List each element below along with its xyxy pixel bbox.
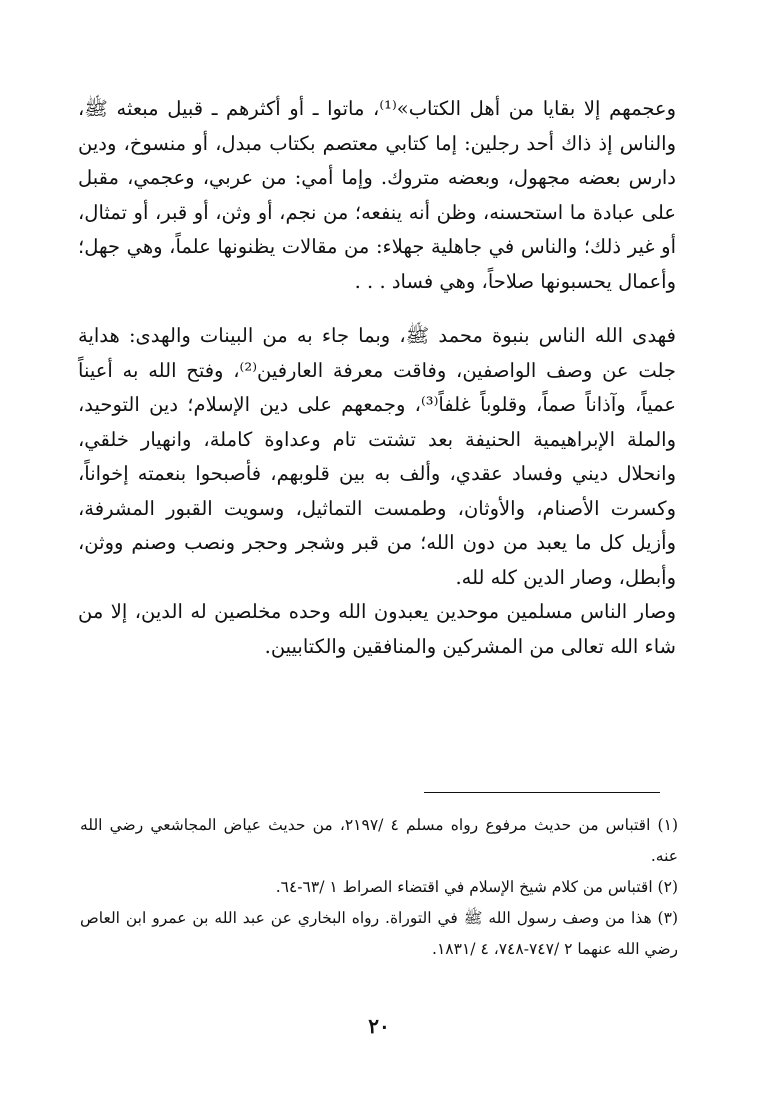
- paragraph-3: [78, 595, 676, 664]
- footnotes: [80, 810, 678, 965]
- footnote-1: (١) اقتباس من حديث مرفوع رواه مسلم ٤ /٢١٩٧، من حديث عياض المجاشعي رضي الله عنه.: [80, 816, 678, 865]
- paragraph-2-text: فهدى الله الناس بنبوة محمد ﷺ، وبما جاء به من البينات والهدى: هداية جلت عن وصف الواصفين، وفاقت معرفة العارفين⁽²⁾، وفتح الله به أعيناً عمياً، وآذاناً صماً، وقلوباً غلفاً⁽³⁾، وجمعهم على دين الإسلام؛ دين التوحيد، والملة الإبراهيمية الحنيفة بعد تشتت تام وعداوة كاملة، وانهيار خلقي، وانحلال ديني وفساد عقدي، وألف به بين قلوبهم، فأصبحوا بنعمته إخواناً، وكسرت الأصنام، والأوثان، وطمست التماثيل، وسويت القبور المشرفة، وأزيل كل ما يعبد من دون الله؛ من قبر وشجر وحجر ونصب وصنم ووثن، وأبطل، وصار الدين كله لله.: [78, 324, 677, 589]
- paragraph-3-text: وصار الناس مسلمين موحدين يعبدون الله وحده مخلصين له الدين، إلا من شاء الله تعالى من المشركين والمنافقين والكتابيين.: [78, 600, 676, 658]
- paragraph-1-text: وعجمهم إلا بقايا من أهل الكتاب»⁽¹⁾، ماتوا ـ أو أكثرهم ـ قبيل مبعثه ﷺ، والناس إذ ذاك أحد رجلين: إما كتابي معتصم بكتاب مبدل، أو منسوخ، ودين دارس بعضه مجهول، وبعضه متروك. وإما أمي: من عربي، وعجمي، مقبل على عبادة ما استحسنه، وظن أنه ينفعه؛ من نجم، أو وثن، أو قبر، أو تمثال، أو غير ذلك؛ والناس في جاهلية جهلاء: من مقالات يظنونها علماً، وهي جهل؛ وأعمال يحسبونها صلاحاً، وهي فساد . . .: [78, 97, 676, 293]
- paragraph-1: [78, 92, 676, 299]
- paragraph-2: [78, 319, 676, 595]
- footnote-divider: [424, 792, 660, 793]
- page-number: ٢٠: [368, 1014, 390, 1038]
- main-text: [78, 92, 676, 664]
- footnote-2: (٢) اقتباس من كلام شيخ الإسلام في اقتضاء الصراط ١ /٦٣-٦٤.: [275, 878, 678, 896]
- footnote-3: (٣) هذا من وصف رسول الله ﷺ في التوراة. رواه البخاري عن عبد الله بن عمرو ابن العاص رضي الله عنهما ٢ /٧٤٧-٧٤٨، ٤ /١٨٣١.: [80, 909, 678, 958]
